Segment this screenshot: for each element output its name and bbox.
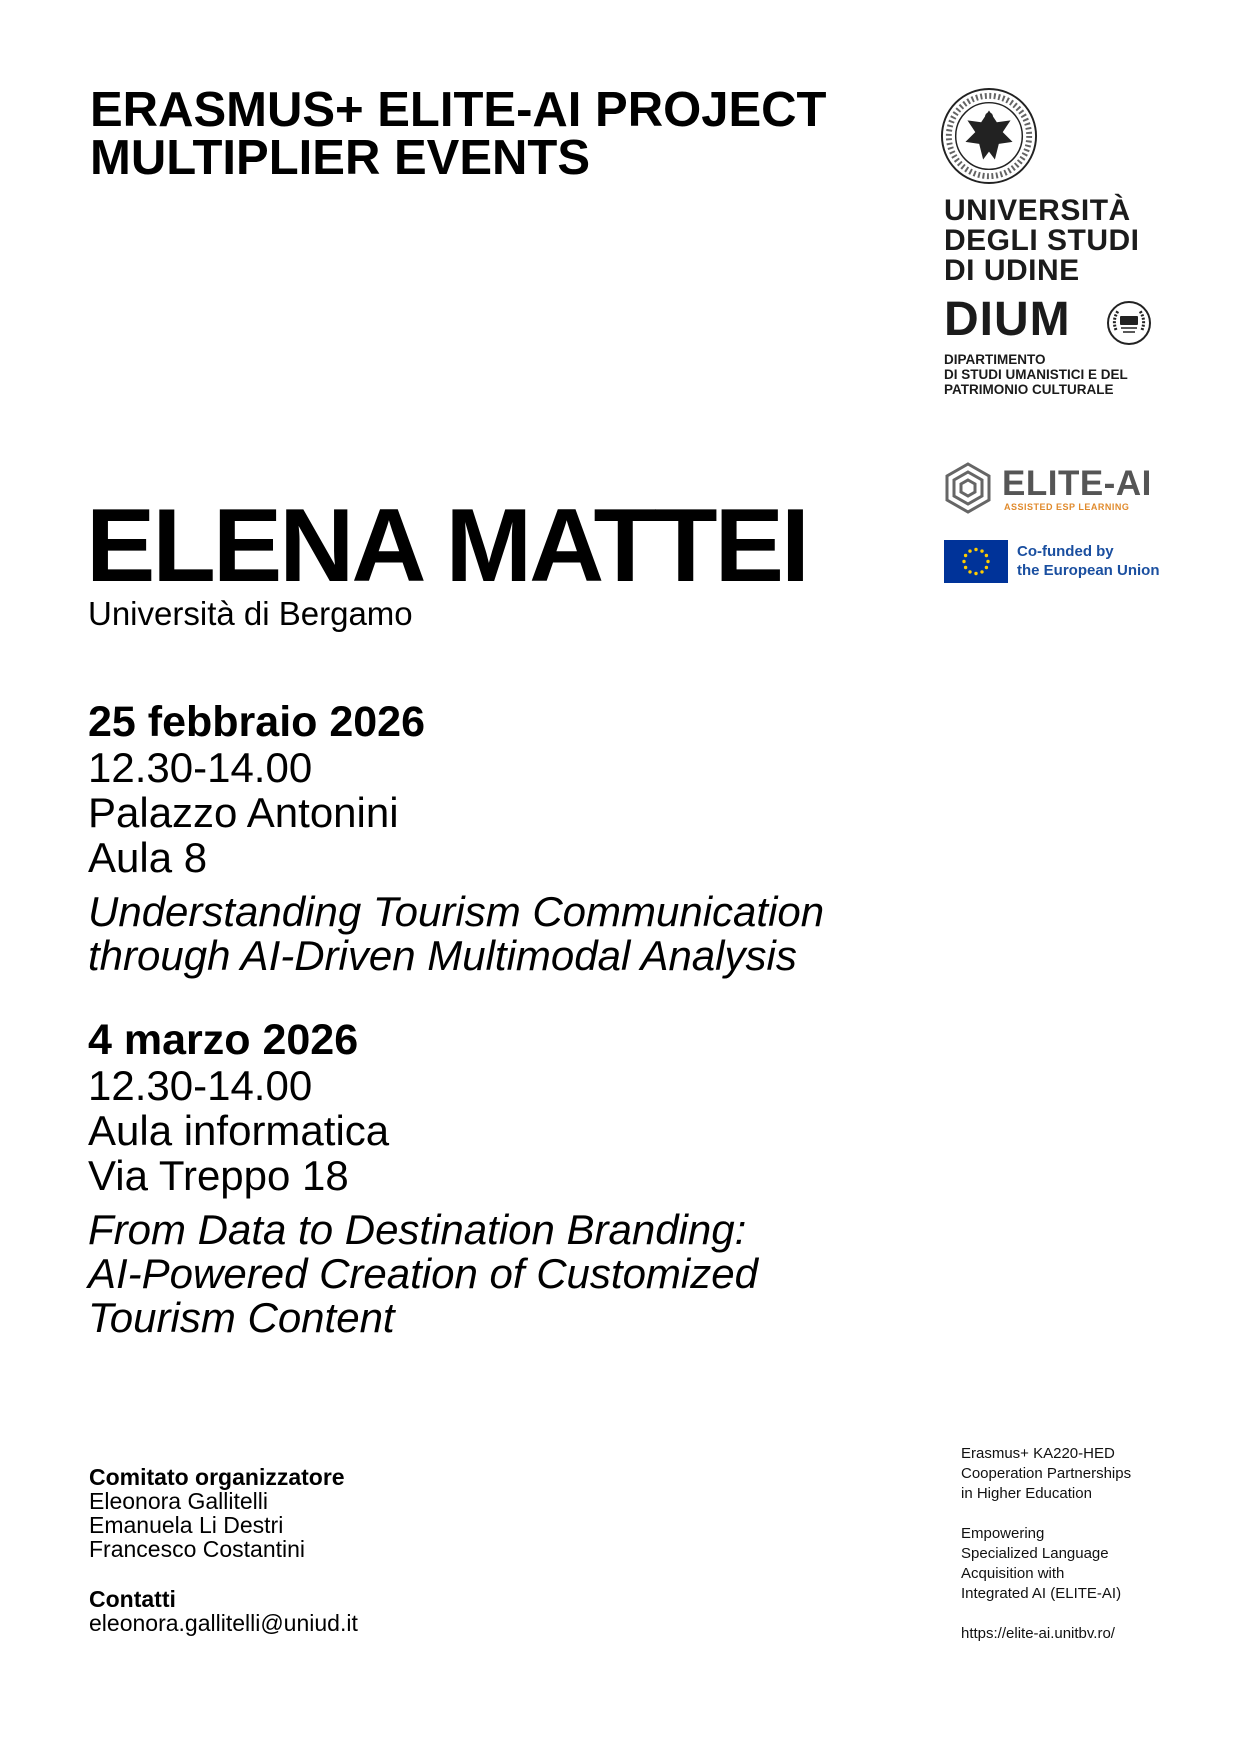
committee-heading: Comitato organizzatore xyxy=(89,1464,345,1490)
event-time: 12.30-14.00 xyxy=(88,744,313,791)
university-name-line: UNIVERSITÀ xyxy=(944,194,1131,227)
university-name xyxy=(944,196,1140,286)
dium-badge-icon xyxy=(1106,300,1152,346)
department-name xyxy=(944,352,1128,397)
project-title-line: MULTIPLIER EVENTS xyxy=(90,131,591,185)
event-time: 12.30-14.00 xyxy=(88,1062,313,1109)
program-info-line: Cooperation Partnerships xyxy=(961,1465,1132,1482)
event-talk-title xyxy=(88,890,824,978)
talk-title-line: through AI-Driven Multimodal Analysis xyxy=(88,932,797,979)
event-place: Aula informatica xyxy=(88,1107,390,1154)
eu-flag-icon xyxy=(944,540,1008,583)
department-acronym: DIUM xyxy=(944,293,1071,346)
event-date: 4 marzo 2026 xyxy=(88,1016,359,1064)
eu-cofunded-text xyxy=(1017,542,1160,580)
contact-email-link[interactable]: eleonora.gallitelli@uniud.it xyxy=(89,1610,358,1636)
event-date: 25 febbraio 2026 xyxy=(88,698,426,746)
eu-cofunded-line: Co-funded by xyxy=(1017,543,1114,560)
elite-ai-name: ELITE-AI xyxy=(1002,464,1152,503)
department-name-line: DI STUDI UMANISTICI E DEL xyxy=(944,367,1128,382)
talk-title-line: Understanding Tourism Communication xyxy=(88,888,825,935)
program-info-line: in Higher Education xyxy=(961,1485,1092,1502)
committee-member: Eleonora Gallitelli xyxy=(89,1488,268,1514)
speaker-affiliation: Università di Bergamo xyxy=(88,595,413,632)
program-info xyxy=(961,1444,1131,1644)
organizing-committee xyxy=(89,1465,345,1561)
event-room: Aula 8 xyxy=(88,834,208,881)
project-title xyxy=(90,83,827,185)
committee-member: Emanuela Li Destri xyxy=(89,1512,284,1538)
event-talk-title xyxy=(88,1208,758,1340)
eu-cofunded-line: the European Union xyxy=(1017,562,1160,579)
project-title-line: ERASMUS+ ELITE-AI PROJECT xyxy=(90,83,827,137)
talk-title-line: Tourism Content xyxy=(88,1294,395,1341)
program-info-line: Integrated AI (ELITE-AI) xyxy=(961,1585,1122,1602)
event-address: Via Treppo 18 xyxy=(88,1152,349,1199)
contacts xyxy=(89,1587,358,1635)
department-name-line: PATRIMONIO CULTURALE xyxy=(944,382,1114,397)
elite-ai-tagline: ASSISTED ESP LEARNING xyxy=(1004,502,1130,512)
elite-ai-hexagon-icon xyxy=(944,462,992,514)
university-name-line: DI UDINE xyxy=(944,254,1080,287)
project-url-link[interactable]: https://elite-ai.unitbv.ro/ xyxy=(961,1625,1115,1642)
program-info-line: Specialized Language xyxy=(961,1545,1109,1562)
university-seal-icon xyxy=(940,87,1038,185)
event xyxy=(88,1018,758,1340)
event xyxy=(88,700,824,978)
program-info-line: Empowering xyxy=(961,1525,1045,1542)
talk-title-line: AI-Powered Creation of Customized xyxy=(88,1250,758,1297)
program-info-line: Acquisition with xyxy=(961,1565,1065,1582)
event-place: Palazzo Antonini xyxy=(88,789,399,836)
department-name-line: DIPARTIMENTO xyxy=(944,352,1046,367)
university-name-line: DEGLI STUDI xyxy=(944,224,1140,257)
program-info-line: Erasmus+ KA220-HED xyxy=(961,1445,1115,1462)
contacts-heading: Contatti xyxy=(89,1586,176,1612)
speaker-name: ELENA MATTEI xyxy=(86,488,807,604)
talk-title-line: From Data to Destination Branding: xyxy=(88,1206,747,1253)
committee-member: Francesco Costantini xyxy=(89,1536,306,1562)
